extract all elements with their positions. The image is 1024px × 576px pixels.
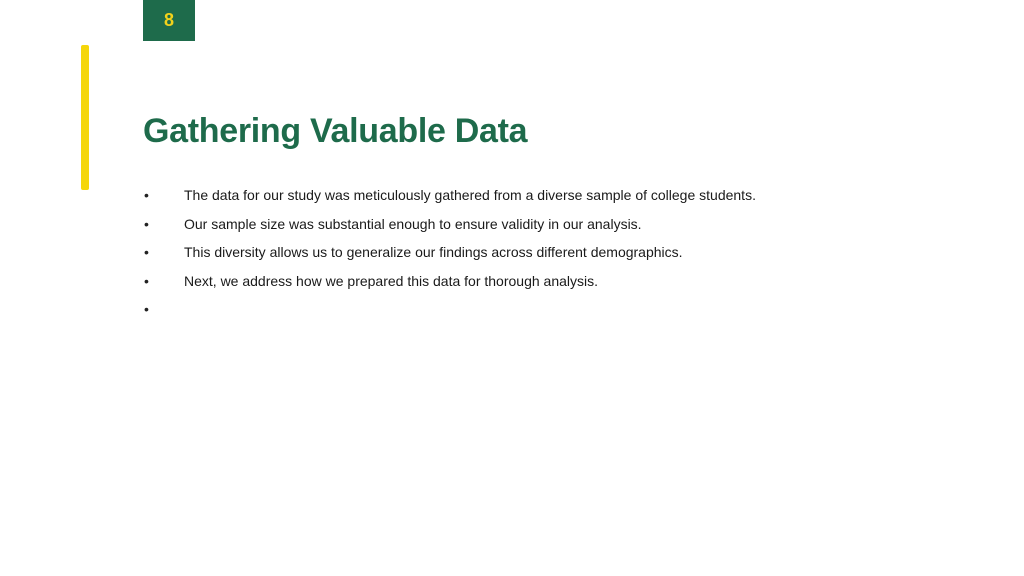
slide-title: Gathering Valuable Data: [143, 112, 528, 150]
accent-bar: [81, 45, 89, 190]
bullet-text: Next, we address how we prepared this data for thorough analysis.: [184, 272, 599, 289]
bullet-icon: •: [144, 244, 149, 261]
bullet-icon: •: [144, 272, 149, 289]
bullet-text: The data for our study was meticulously gathered from a diverse sample of college students.: [184, 187, 756, 204]
bullet-icon: •: [144, 215, 149, 232]
bullet-icon: •: [144, 187, 149, 204]
bullet-icon: •: [144, 301, 149, 318]
page-number: 8: [163, 10, 174, 30]
bullet-text: This diversity allows us to generalize our findings across different demographics.: [184, 244, 683, 261]
page-number-badge: [143, 0, 195, 41]
bullet-text: Our sample size was substantial enough to ensure validity in our analysis.: [184, 215, 642, 232]
